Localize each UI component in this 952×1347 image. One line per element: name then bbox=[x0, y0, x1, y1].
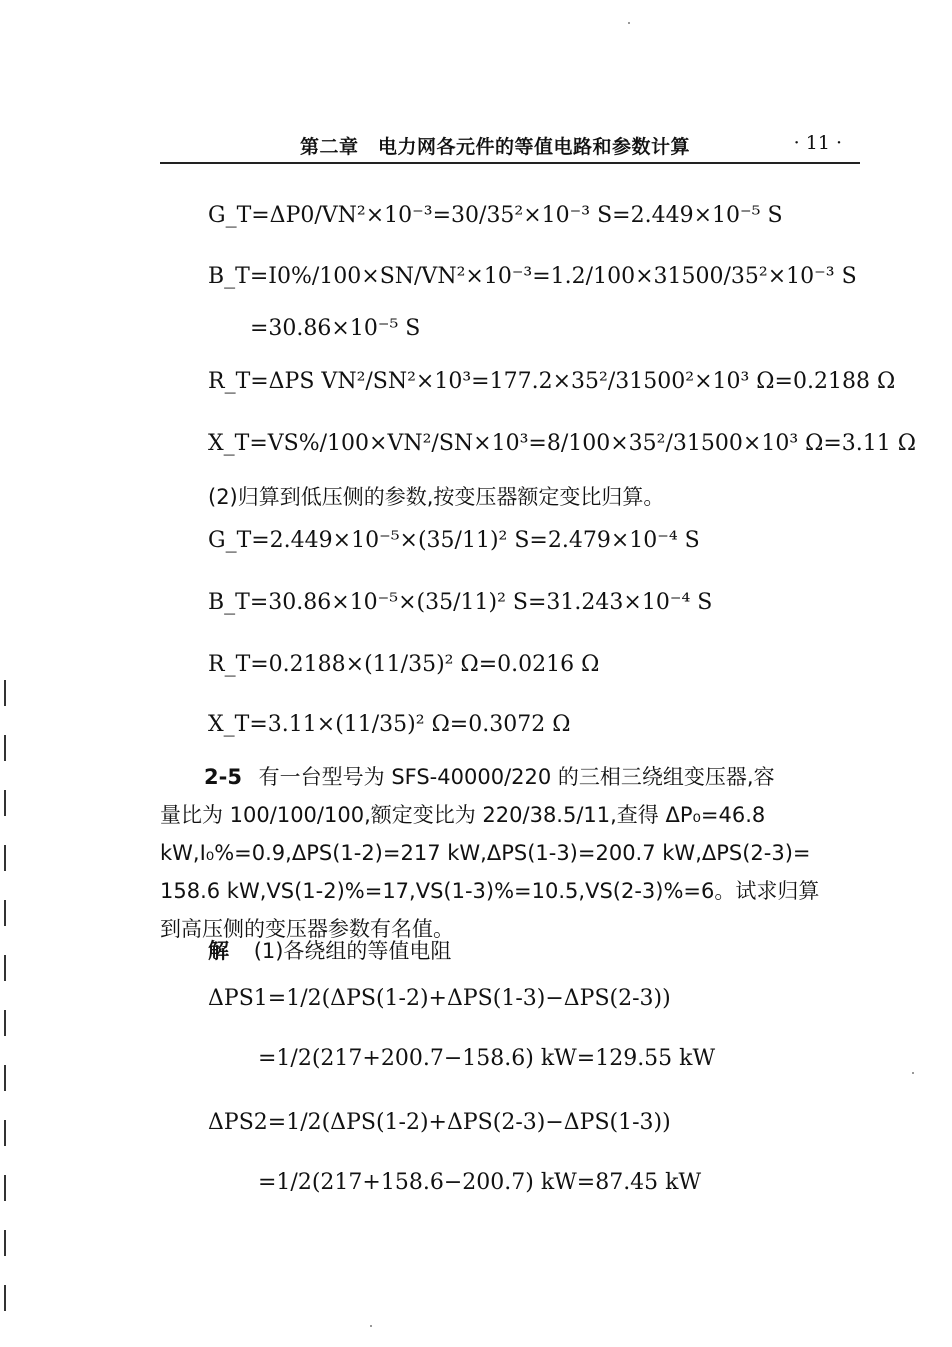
eq-bt-high-1: B_T=I0%/100×SN/VN²×10⁻³=1.2/100×31500/35²×10⁻³ S bbox=[208, 264, 857, 289]
scan-mark bbox=[4, 1065, 6, 1091]
scan-mark bbox=[4, 1285, 6, 1311]
eq-ps2-a: ΔPS2=1/2(ΔPS(1-2)+ΔPS(2-3)−ΔPS(1-3)) bbox=[208, 1110, 671, 1135]
chapter-title: 第二章 电力网各元件的等值电路和参数计算 bbox=[300, 136, 691, 158]
scan-mark bbox=[4, 1230, 6, 1256]
scan-mark bbox=[4, 1010, 6, 1036]
eq-ps1-a: ΔPS1=1/2(ΔPS(1-2)+ΔPS(1-3)−ΔPS(2-3)) bbox=[208, 986, 671, 1011]
scan-mark bbox=[4, 900, 6, 926]
eq-ps2-b: =1/2(217+158.6−200.7) kW=87.45 kW bbox=[258, 1170, 702, 1195]
scan-speck bbox=[628, 22, 630, 24]
scan-mark bbox=[4, 955, 6, 981]
eq-gt-low: G_T=2.449×10⁻⁵×(35/11)² S=2.479×10⁻⁴ S bbox=[208, 528, 700, 553]
scan-mark bbox=[4, 1120, 6, 1146]
scan-speck bbox=[912, 1072, 914, 1074]
eq-bt-low: B_T=30.86×10⁻⁵×(35/11)² S=31.243×10⁻⁴ S bbox=[208, 590, 713, 615]
eq-gt-high: G_T=ΔP0/VN²×10⁻³=30/35²×10⁻³ S=2.449×10⁻⁵ S bbox=[208, 203, 783, 228]
eq-xt-high: X_T=VS%/100×VN²/SN×10³=8/100×35²/31500×10³ Ω=3.11 Ω bbox=[208, 431, 917, 456]
eq-bt-high-2: =30.86×10⁻⁵ S bbox=[250, 316, 421, 341]
problem-number: 2-5 bbox=[204, 765, 242, 789]
scan-speck bbox=[370, 1325, 372, 1327]
eq-rt-high: R_T=ΔPS VN²/SN²×10³=177.2×35²/31500²×10³ Ω=0.2188 Ω bbox=[208, 369, 896, 394]
eq-rt-low: R_T=0.2188×(11/35)² Ω=0.0216 Ω bbox=[208, 652, 600, 677]
scan-mark bbox=[4, 735, 6, 761]
scan-mark bbox=[4, 790, 6, 816]
low-side-heading: (2)归算到低压侧的参数,按变压器额定变比归算。 bbox=[208, 485, 665, 509]
solution-label: 解 bbox=[208, 939, 229, 963]
header-rule bbox=[160, 162, 860, 164]
eq-ps1-b: =1/2(217+200.7−158.6) kW=129.55 kW bbox=[258, 1046, 716, 1071]
solution-heading: 解 (1)各绕组的等值电阻 bbox=[208, 939, 452, 963]
page-header bbox=[160, 128, 860, 164]
page-number: · 11 · bbox=[793, 132, 842, 154]
problem-2-5: 2-5 有一台型号为 SFS-40000/220 的三相三绕组变压器,容 量比为 100/100/100,额定变比为 220/38.5/11,查得 ΔP₀=46.8 kW,I₀%=0.9,ΔPS(1-2)=217 kW,ΔPS(1-3)=200.7 kW,ΔPS(2-3)= 158.6 kW,VS(1-2)%=17,VS(1-3)%=10.5,VS(2-3)%=6。试求归算 到高压侧的变压器参数有名值。 bbox=[160, 765, 820, 941]
scan-mark bbox=[4, 1175, 6, 1201]
scan-mark bbox=[4, 845, 6, 871]
scan-mark bbox=[4, 680, 6, 706]
eq-xt-low: X_T=3.11×(11/35)² Ω=0.3072 Ω bbox=[208, 712, 571, 737]
